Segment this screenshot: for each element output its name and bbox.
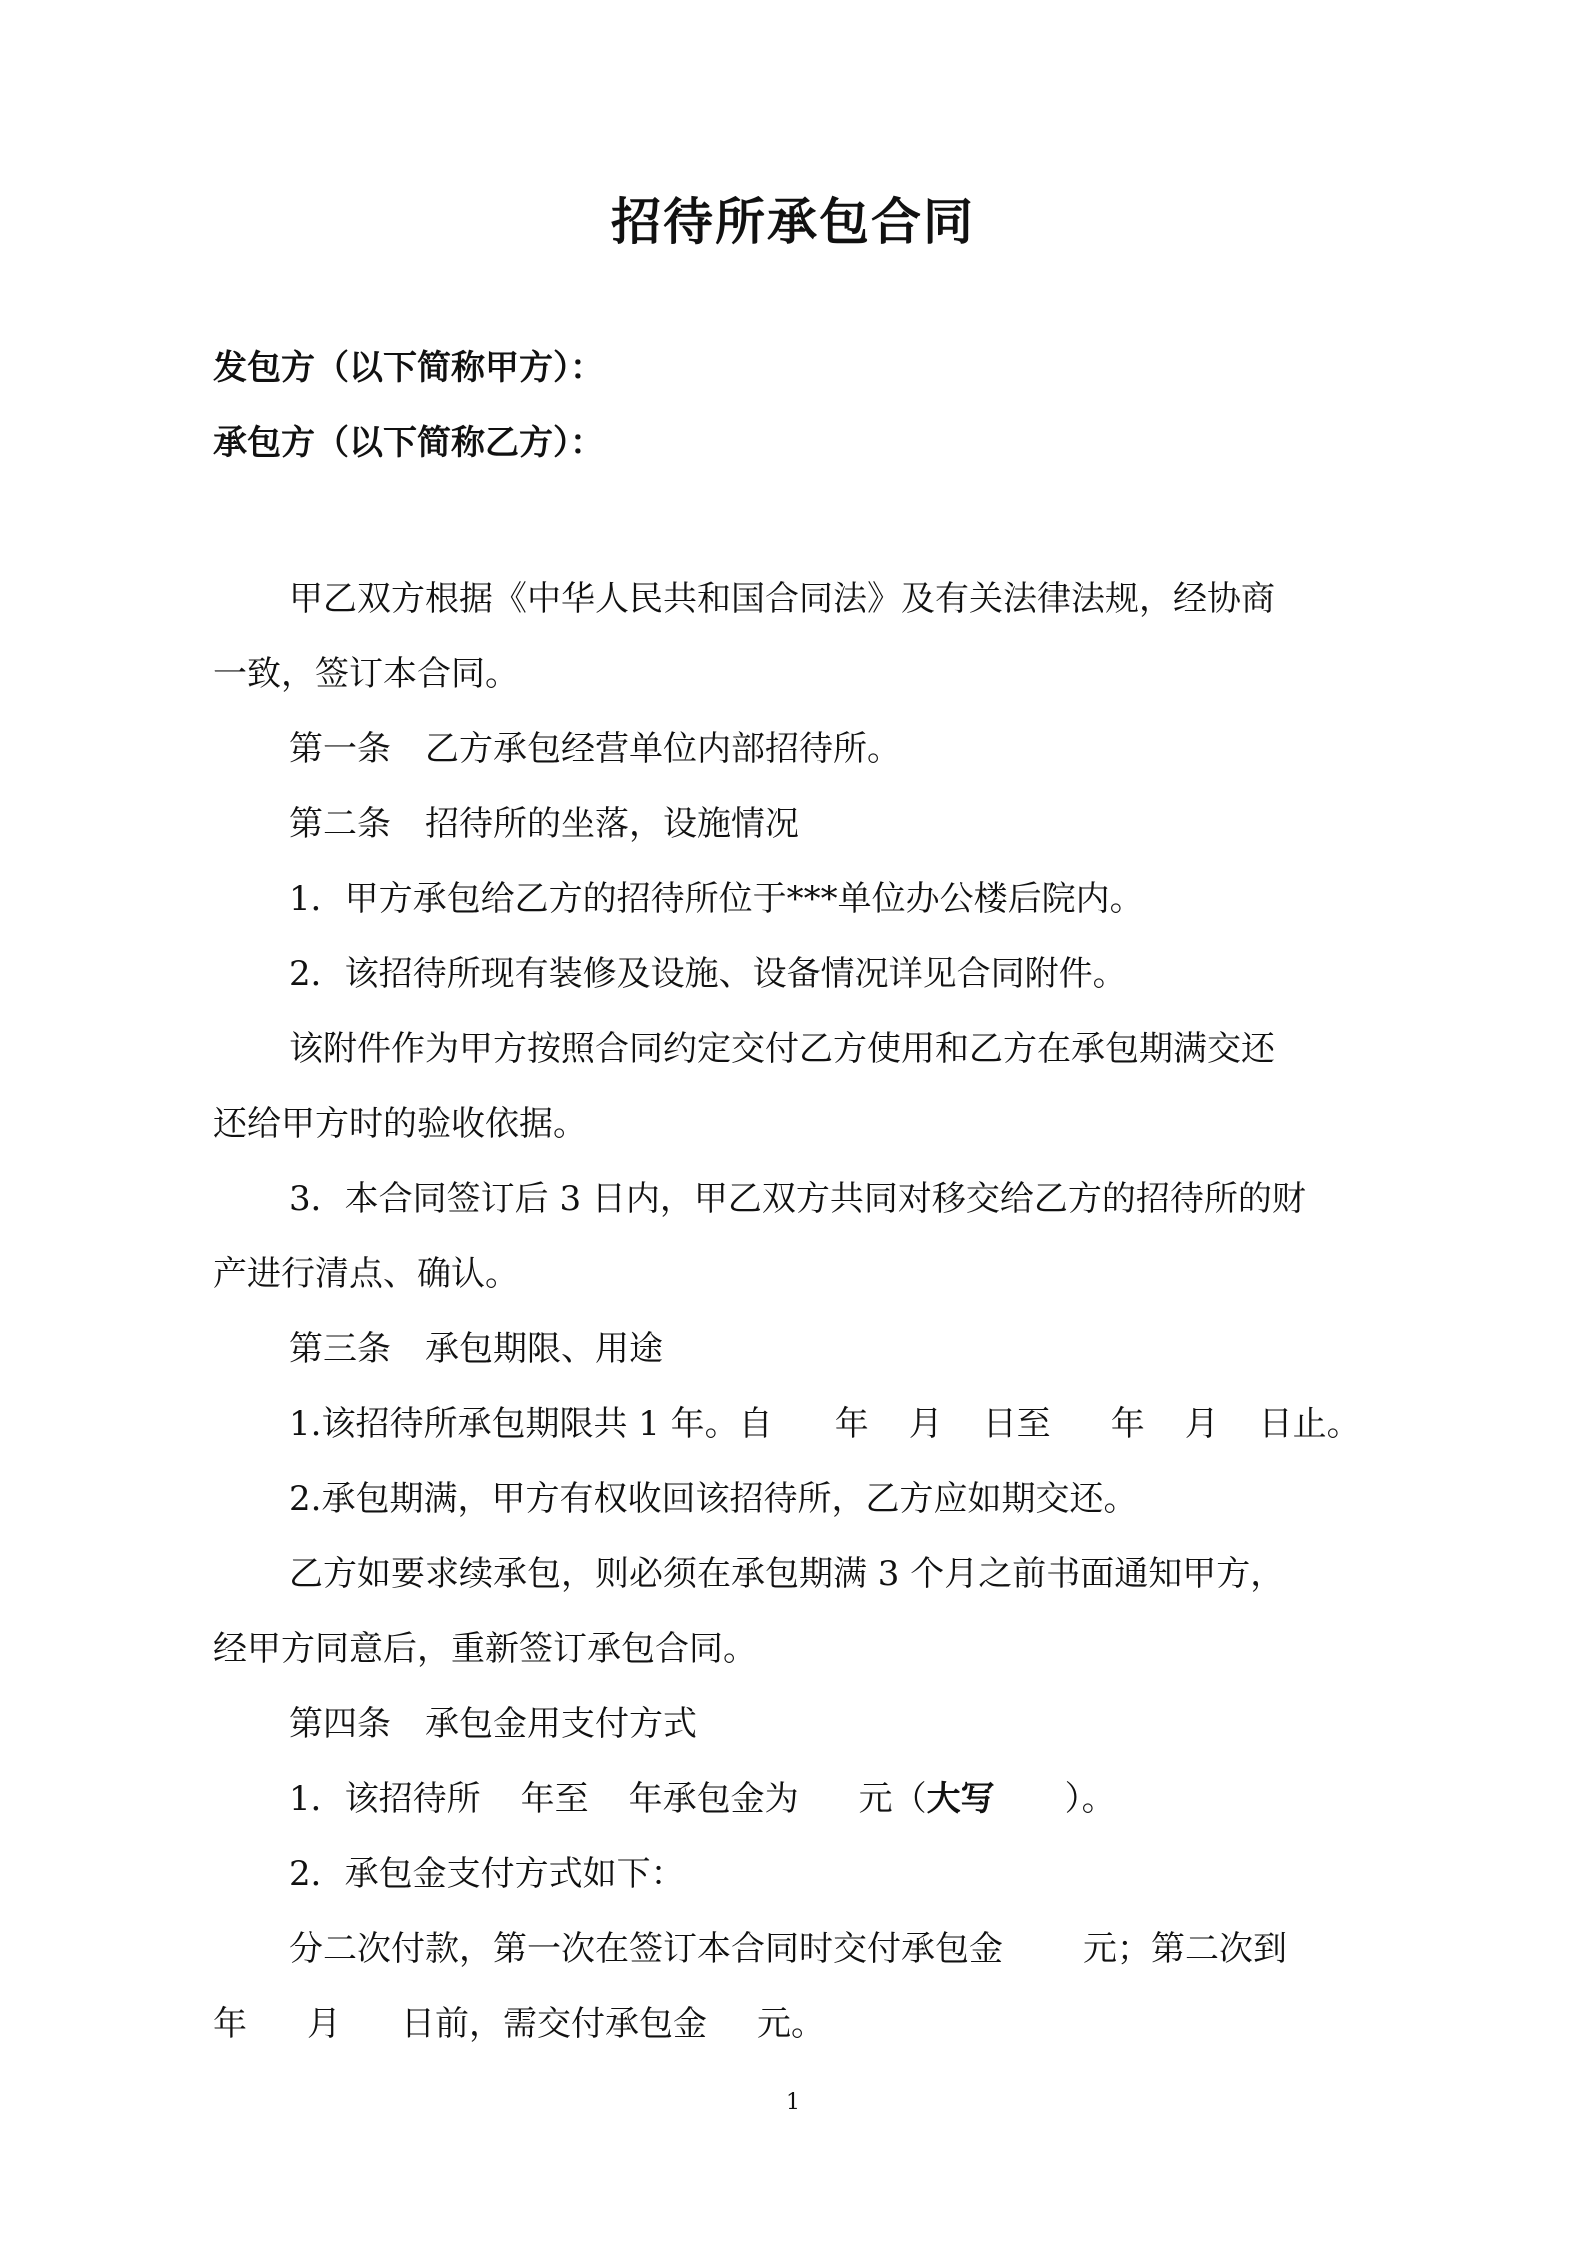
fee-unit: 元（ <box>858 1779 927 1819</box>
intro-line-1: 甲乙双方根据《中华人民共和国合同法》及有关法律法规，经协商 <box>289 579 1275 619</box>
first-payment-text: 分二次付款，第一次在签订本合同时交付承包金 <box>289 1929 1003 1969</box>
second-payment-text: 元；第二次到 <box>1083 1929 1287 1969</box>
start-year-label: 年 <box>834 1404 869 1444</box>
start-month-label: 月 <box>908 1404 943 1444</box>
party-b-line: 承包方（以下简称乙方）： <box>213 423 604 463</box>
article-2-item-3-line-1: 3．本合同签订后 3 日内，甲乙双方共同对移交给乙方的招待所的财 <box>289 1179 1306 1219</box>
article-4-payment-line-1 <box>213 1912 1383 1987</box>
article-3-item-1 <box>213 1387 1383 1462</box>
article-4-item-1 <box>213 1762 1383 1837</box>
end-month-label: 月 <box>1184 1404 1219 1444</box>
fee-close: ）。 <box>1064 1779 1116 1819</box>
fee-year-to: 年承包金为 <box>628 1779 799 1819</box>
article-2-heading: 第二条 招待所的坐落，设施情况 <box>289 804 799 844</box>
article-3-heading: 第三条 承包期限、用途 <box>289 1329 663 1369</box>
payment-year: 年 <box>213 2004 247 2044</box>
article-1: 第一条 乙方承包经营单位内部招待所。 <box>289 729 901 769</box>
intro-line-2: 一致，签订本合同。 <box>213 654 519 694</box>
article-2-item-3-line-2: 产进行清点、确认。 <box>213 1254 519 1294</box>
fee-year-from: 年至 <box>520 1779 589 1819</box>
contract-body <box>213 562 1383 2062</box>
document-title: 招待所承包合同 <box>611 192 975 251</box>
article-4-payment-line-2 <box>213 1987 1383 2062</box>
end-year-label: 年 <box>1110 1404 1145 1444</box>
payment-due-text: 日前，需交付承包金 <box>401 2004 707 2044</box>
article-2-item-1: 1．甲方承包给乙方的招待所位于***单位办公楼后院内。 <box>289 879 1144 919</box>
article-4-item-2: 2．承包金支付方式如下： <box>289 1854 685 1894</box>
party-a-line: 发包方（以下简称甲方）： <box>213 348 604 388</box>
fee-uppercase-label: 大写 <box>926 1779 995 1819</box>
article-2-attachment-line-1: 该附件作为甲方按照合同约定交付乙方使用和乙方在承包期满交还 <box>289 1029 1275 1069</box>
term-text: 1.该招待所承包期限共 1 年。自 <box>289 1404 773 1444</box>
article-2-attachment-line-2: 还给甲方时的验收依据。 <box>213 1104 587 1144</box>
article-4-heading: 第四条 承包金用支付方式 <box>289 1704 697 1744</box>
end-day-label: 日止。 <box>1258 1404 1361 1444</box>
article-3-renewal-line-1: 乙方如要求续承包，则必须在承包期满 3 个月之前书面通知甲方， <box>289 1554 1285 1594</box>
article-3-renewal-line-2: 经甲方同意后，重新签订承包合同。 <box>213 1629 757 1669</box>
page-number: 1 <box>786 2090 800 2115</box>
start-day-label: 日至 <box>982 1404 1051 1444</box>
article-3-item-2: 2.承包期满，甲方有权收回该招待所，乙方应如期交还。 <box>289 1479 1138 1519</box>
payment-month: 月 <box>307 2004 341 2044</box>
fee-text: 1．该招待所 <box>289 1779 481 1819</box>
payment-unit: 元。 <box>757 2004 825 2044</box>
article-2-item-2: 2．该招待所现有装修及设施、设备情况详见合同附件。 <box>289 954 1127 994</box>
